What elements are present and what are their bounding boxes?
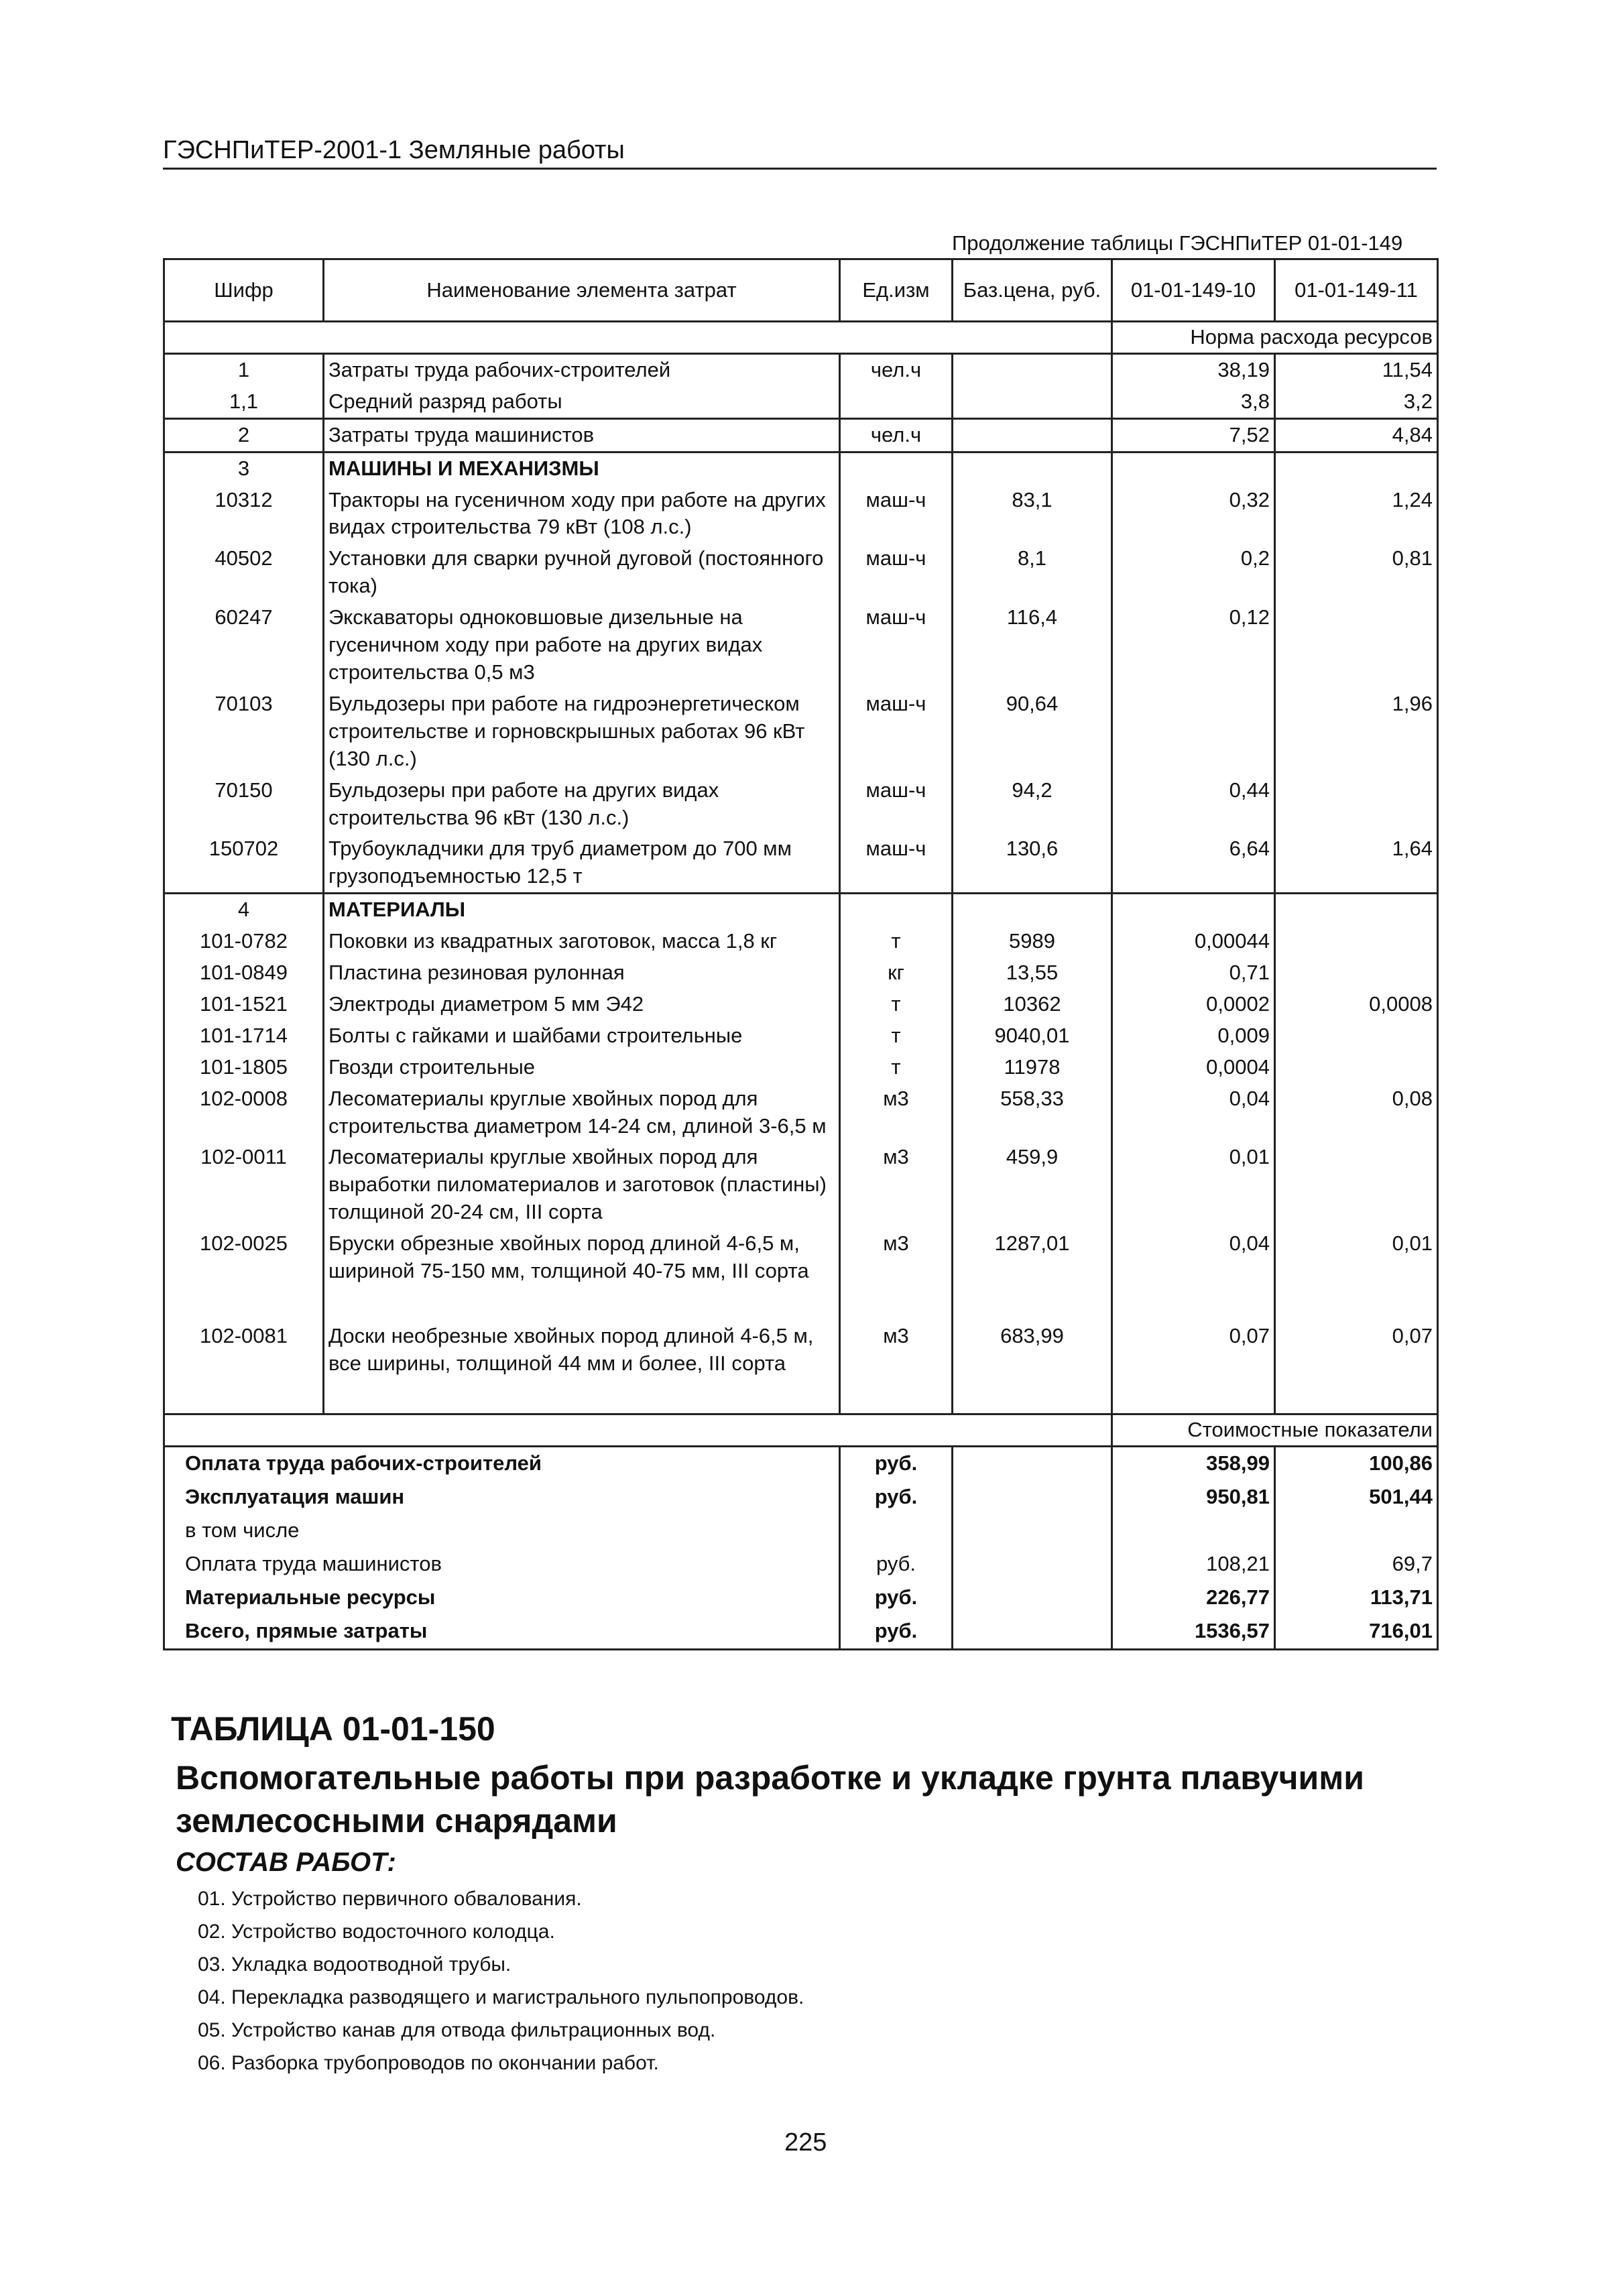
- summary-unit: руб.: [840, 1481, 953, 1514]
- row-rate-11: [1275, 1052, 1438, 1083]
- column-header-rate-10: 01-01-149-10: [1112, 259, 1275, 322]
- row-rate-10: 0,07: [1112, 1321, 1275, 1380]
- row-rate-11: 4,84: [1275, 418, 1438, 452]
- table-row: [164, 418, 1438, 452]
- summary-unit: [840, 1514, 953, 1548]
- summary-value-10: [1112, 1514, 1275, 1548]
- row-rate-11: [1275, 452, 1438, 484]
- table-row: [164, 688, 1438, 775]
- table-row: [164, 1052, 1438, 1083]
- row-code: 102-0011: [164, 1142, 324, 1228]
- row-name: Доски необрезные хвойных пород длиной 4-6,5 м, все ширины, толщиной 44 мм и более, III сорта: [324, 1321, 840, 1380]
- table-header-row: [164, 259, 1438, 322]
- summary-value-11: 501,44: [1275, 1481, 1438, 1514]
- row-code: 102-0025: [164, 1228, 324, 1287]
- table-row: [164, 602, 1438, 688]
- row-name: Тракторы на гусеничном ходу при работе на других видах строительства 79 кВт (108 л.с.): [324, 485, 840, 544]
- summary-label: Оплата труда машинистов: [164, 1548, 840, 1581]
- work-item: 03. Укладка водоотводной трубы.: [198, 1953, 512, 1976]
- table-row: [164, 926, 1438, 957]
- summary-label: Эксплуатация машин: [164, 1481, 840, 1514]
- spacer-row: [164, 1380, 1438, 1414]
- summary-unit: руб.: [840, 1581, 953, 1615]
- row-rate-11: 0,0008: [1275, 989, 1438, 1020]
- row-unit: [840, 894, 953, 926]
- summary-value-11: 716,01: [1275, 1615, 1438, 1650]
- table-row: [164, 1142, 1438, 1228]
- resource-table-body: [164, 259, 1438, 1650]
- row-unit: маш-ч: [840, 602, 953, 688]
- row-name: Пластина резиновая рулонная: [324, 957, 840, 989]
- row-rate-10: 38,19: [1112, 353, 1275, 385]
- row-rate-10: 6,64: [1112, 833, 1275, 893]
- row-rate-10: 0,44: [1112, 775, 1275, 834]
- row-rate-10: 0,32: [1112, 485, 1275, 544]
- row-rate-10: 0,0002: [1112, 989, 1275, 1020]
- table-row: [164, 833, 1438, 893]
- summary-row: [164, 1581, 1438, 1615]
- row-base-price: [953, 452, 1112, 484]
- row-name: Электроды диаметром 5 мм Э42: [324, 989, 840, 1020]
- row-unit: маш-ч: [840, 485, 953, 544]
- norm-label: Норма расхода ресурсов: [1112, 322, 1438, 354]
- row-code: 2: [164, 418, 324, 452]
- spacer-cell: [840, 1287, 953, 1321]
- summary-value-10: 1536,57: [1112, 1615, 1275, 1650]
- row-base-price: 8,1: [953, 543, 1112, 602]
- row-unit: м3: [840, 1142, 953, 1228]
- summary-value-11: 113,71: [1275, 1581, 1438, 1615]
- page-number: 225: [784, 2128, 827, 2157]
- row-base-price: 116,4: [953, 602, 1112, 688]
- column-header-unit: Ед.изм: [840, 259, 953, 322]
- row-rate-11: 0,01: [1275, 1228, 1438, 1287]
- row-name: Бульдозеры при работе на других видах строительства 96 кВт (130 л.с.): [324, 775, 840, 834]
- summary-unit: руб.: [840, 1615, 953, 1650]
- row-base-price: 10362: [953, 989, 1112, 1020]
- row-rate-11: [1275, 775, 1438, 834]
- row-base-price: 1287,01: [953, 1228, 1112, 1287]
- spacer-cell: [164, 1287, 324, 1321]
- row-name: Болты с гайками и шайбами строительные: [324, 1020, 840, 1052]
- spacer-cell: [953, 1287, 1112, 1321]
- row-unit: маш-ч: [840, 543, 953, 602]
- row-unit: т: [840, 1020, 953, 1052]
- table-row: [164, 957, 1438, 989]
- table-row: [164, 1228, 1438, 1287]
- row-code: 101-1714: [164, 1020, 324, 1052]
- norm-label-row: [164, 322, 1438, 354]
- work-item: 01. Устройство первичного обвалования.: [198, 1888, 582, 1910]
- row-code: 70103: [164, 688, 324, 775]
- row-unit: маш-ч: [840, 775, 953, 834]
- table-row: [164, 894, 1438, 926]
- table-continuation-label: Продолжение таблицы ГЭСНПиТЕР 01-01-149: [952, 231, 1403, 255]
- row-base-price: [953, 418, 1112, 452]
- spacer-cell: [324, 1287, 840, 1321]
- row-name: Средний разряд работы: [324, 386, 840, 418]
- row-rate-10: [1112, 688, 1275, 775]
- column-header-rate-11: 01-01-149-11: [1275, 259, 1438, 322]
- cost-label-spacer: [164, 1414, 1112, 1446]
- summary-label: в том числе: [164, 1514, 840, 1548]
- summary-unit: руб.: [840, 1548, 953, 1581]
- row-base-price: 90,64: [953, 688, 1112, 775]
- spacer-cell: [953, 1380, 1112, 1414]
- row-rate-10: 0,2: [1112, 543, 1275, 602]
- row-name: Экскаваторы одноковшовые дизельные на гусеничном ходу при работе на других видах строительства 0,5 м3: [324, 602, 840, 688]
- summary-spacer: [953, 1446, 1112, 1481]
- row-base-price: 83,1: [953, 485, 1112, 544]
- row-code: 101-1805: [164, 1052, 324, 1083]
- spacer-cell: [1275, 1380, 1438, 1414]
- row-code: 102-0081: [164, 1321, 324, 1380]
- summary-row: [164, 1548, 1438, 1581]
- row-unit: чел.ч: [840, 418, 953, 452]
- table-row: [164, 989, 1438, 1020]
- row-unit: [840, 452, 953, 484]
- summary-row: [164, 1446, 1438, 1481]
- row-rate-11: [1275, 602, 1438, 688]
- row-unit: чел.ч: [840, 353, 953, 385]
- summary-value-11: 69,7: [1275, 1548, 1438, 1581]
- table-row: [164, 485, 1438, 544]
- work-composition-heading: СОСТАВ РАБОТ:: [176, 1848, 396, 1877]
- row-rate-11: 0,81: [1275, 543, 1438, 602]
- row-name: Трубоукладчики для труб диаметром до 700 мм грузоподъемностью 12,5 т: [324, 833, 840, 893]
- row-rate-10: 0,04: [1112, 1228, 1275, 1287]
- table-row: [164, 1321, 1438, 1380]
- row-base-price: 11978: [953, 1052, 1112, 1083]
- row-unit: маш-ч: [840, 833, 953, 893]
- spacer-cell: [840, 1380, 953, 1414]
- row-name: МАШИНЫ И МЕХАНИЗМЫ: [324, 452, 840, 484]
- row-name: Бруски обрезные хвойных пород длиной 4-6,5 м, шириной 75-150 мм, толщиной 40-75 мм, III сорта: [324, 1228, 840, 1287]
- row-unit: т: [840, 1052, 953, 1083]
- row-code: 101-0782: [164, 926, 324, 957]
- column-header-price: Баз.цена, руб.: [953, 259, 1112, 322]
- row-base-price: 459,9: [953, 1142, 1112, 1228]
- summary-value-10: 226,77: [1112, 1581, 1275, 1615]
- table-title: ТАБЛИЦА 01-01-150: [171, 1710, 495, 1748]
- row-rate-11: [1275, 1020, 1438, 1052]
- row-base-price: 9040,01: [953, 1020, 1112, 1052]
- row-rate-11: 3,2: [1275, 386, 1438, 418]
- row-code: 102-0008: [164, 1083, 324, 1142]
- table-row: [164, 353, 1438, 385]
- table-row: [164, 543, 1438, 602]
- row-name: Лесоматериалы круглые хвойных пород для строительства диаметром 14-24 см, длиной 3-6,5 м: [324, 1083, 840, 1142]
- row-code: 101-0849: [164, 957, 324, 989]
- row-rate-11: [1275, 957, 1438, 989]
- summary-spacer: [953, 1548, 1112, 1581]
- row-code: 70150: [164, 775, 324, 834]
- row-rate-11: 0,08: [1275, 1083, 1438, 1142]
- row-rate-10: [1112, 452, 1275, 484]
- row-unit: м3: [840, 1321, 953, 1380]
- row-unit: кг: [840, 957, 953, 989]
- row-rate-11: 0,07: [1275, 1321, 1438, 1380]
- summary-row: [164, 1514, 1438, 1548]
- row-name: Гвозди строительные: [324, 1052, 840, 1083]
- summary-value-10: 950,81: [1112, 1481, 1275, 1514]
- summary-value-11: [1275, 1514, 1438, 1548]
- row-rate-11: 1,64: [1275, 833, 1438, 893]
- row-rate-10: 0,04: [1112, 1083, 1275, 1142]
- work-item: 05. Устройство канав для отвода фильтрационных вод.: [198, 2019, 716, 2041]
- row-name: Бульдозеры при работе на гидроэнергетическом строительстве и горновскрышных работах 96 кВт (130 л.с.): [324, 688, 840, 775]
- column-header-code: Шифр: [164, 259, 324, 322]
- spacer-cell: [1275, 1287, 1438, 1321]
- row-name: Лесоматериалы круглые хвойных пород для выработки пиломатериалов и заготовок (пластины) толщиной 20-24 см, III сорта: [324, 1142, 840, 1228]
- row-rate-10: 0,12: [1112, 602, 1275, 688]
- spacer-cell: [324, 1380, 840, 1414]
- table-row: [164, 1083, 1438, 1142]
- row-code: 101-1521: [164, 989, 324, 1020]
- summary-spacer: [953, 1514, 1112, 1548]
- summary-label: Материальные ресурсы: [164, 1581, 840, 1615]
- row-rate-10: 0,00044: [1112, 926, 1275, 957]
- row-rate-11: [1275, 894, 1438, 926]
- summary-row: [164, 1481, 1438, 1514]
- row-rate-11: 1,24: [1275, 485, 1438, 544]
- work-list: [198, 1882, 804, 2079]
- work-item: 06. Разборка трубопроводов по окончании работ.: [198, 2052, 659, 2074]
- row-base-price: [953, 894, 1112, 926]
- cost-label-row: [164, 1414, 1438, 1446]
- row-base-price: [953, 386, 1112, 418]
- row-code: 150702: [164, 833, 324, 893]
- table-row: [164, 386, 1438, 418]
- cost-label: Стоимостные показатели: [1112, 1414, 1438, 1446]
- row-rate-10: 3,8: [1112, 386, 1275, 418]
- row-name: МАТЕРИАЛЫ: [324, 894, 840, 926]
- row-base-price: [953, 353, 1112, 385]
- row-rate-11: [1275, 926, 1438, 957]
- row-code: 40502: [164, 543, 324, 602]
- row-unit: т: [840, 989, 953, 1020]
- summary-label: Оплата труда рабочих-строителей: [164, 1446, 840, 1481]
- row-code: 1,1: [164, 386, 324, 418]
- row-base-price: 94,2: [953, 775, 1112, 834]
- work-item: 02. Устройство водосточного колодца.: [198, 1921, 555, 1943]
- row-name: Затраты труда рабочих-строителей: [324, 353, 840, 385]
- row-unit: м3: [840, 1228, 953, 1287]
- row-name: Затраты труда машинистов: [324, 418, 840, 452]
- spacer-cell: [1112, 1380, 1275, 1414]
- row-code: 10312: [164, 485, 324, 544]
- summary-spacer: [953, 1481, 1112, 1514]
- row-rate-10: 7,52: [1112, 418, 1275, 452]
- row-unit: [840, 386, 953, 418]
- row-name: Поковки из квадратных заготовок, масса 1,8 кг: [324, 926, 840, 957]
- row-rate-10: 0,009: [1112, 1020, 1275, 1052]
- spacer-row: [164, 1287, 1438, 1321]
- row-base-price: 5989: [953, 926, 1112, 957]
- row-rate-11: 1,96: [1275, 688, 1438, 775]
- table-subtitle: Вспомогательные работы при разработке и укладке грунта плавучими землесосными снарядами: [176, 1759, 1364, 1839]
- row-unit: т: [840, 926, 953, 957]
- spacer-cell: [164, 1380, 324, 1414]
- spacer-cell: [1112, 1287, 1275, 1321]
- row-rate-10: 0,71: [1112, 957, 1275, 989]
- row-unit: маш-ч: [840, 688, 953, 775]
- table-row: [164, 775, 1438, 834]
- summary-unit: руб.: [840, 1446, 953, 1481]
- row-code: 3: [164, 452, 324, 484]
- norm-label-spacer: [164, 322, 1112, 354]
- summary-value-11: 100,86: [1275, 1446, 1438, 1481]
- row-base-price: 13,55: [953, 957, 1112, 989]
- summary-spacer: [953, 1615, 1112, 1650]
- summary-value-10: 108,21: [1112, 1548, 1275, 1581]
- row-rate-10: 0,01: [1112, 1142, 1275, 1228]
- summary-row: [164, 1615, 1438, 1650]
- row-unit: м3: [840, 1083, 953, 1142]
- summary-value-10: 358,99: [1112, 1446, 1275, 1481]
- row-rate-11: [1275, 1142, 1438, 1228]
- row-rate-11: 11,54: [1275, 353, 1438, 385]
- summary-label: Всего, прямые затраты: [164, 1615, 840, 1650]
- row-code: 1: [164, 353, 324, 385]
- column-header-name: Наименование элемента затрат: [324, 259, 840, 322]
- row-base-price: 683,99: [953, 1321, 1112, 1380]
- row-code: 4: [164, 894, 324, 926]
- row-code: 60247: [164, 602, 324, 688]
- row-base-price: 130,6: [953, 833, 1112, 893]
- row-base-price: 558,33: [953, 1083, 1112, 1142]
- table-row: [164, 452, 1438, 484]
- summary-spacer: [953, 1581, 1112, 1615]
- row-rate-10: [1112, 894, 1275, 926]
- row-name: Установки для сварки ручной дуговой (постоянного тока): [324, 543, 840, 602]
- page-header: ГЭСНПиТЕР-2001-1 Земляные работы: [163, 136, 1437, 170]
- table-row: [164, 1020, 1438, 1052]
- work-item: 04. Перекладка разводящего и магистрального пульпопроводов.: [198, 1986, 804, 2008]
- resource-table: [163, 258, 1439, 1650]
- row-rate-10: 0,0004: [1112, 1052, 1275, 1083]
